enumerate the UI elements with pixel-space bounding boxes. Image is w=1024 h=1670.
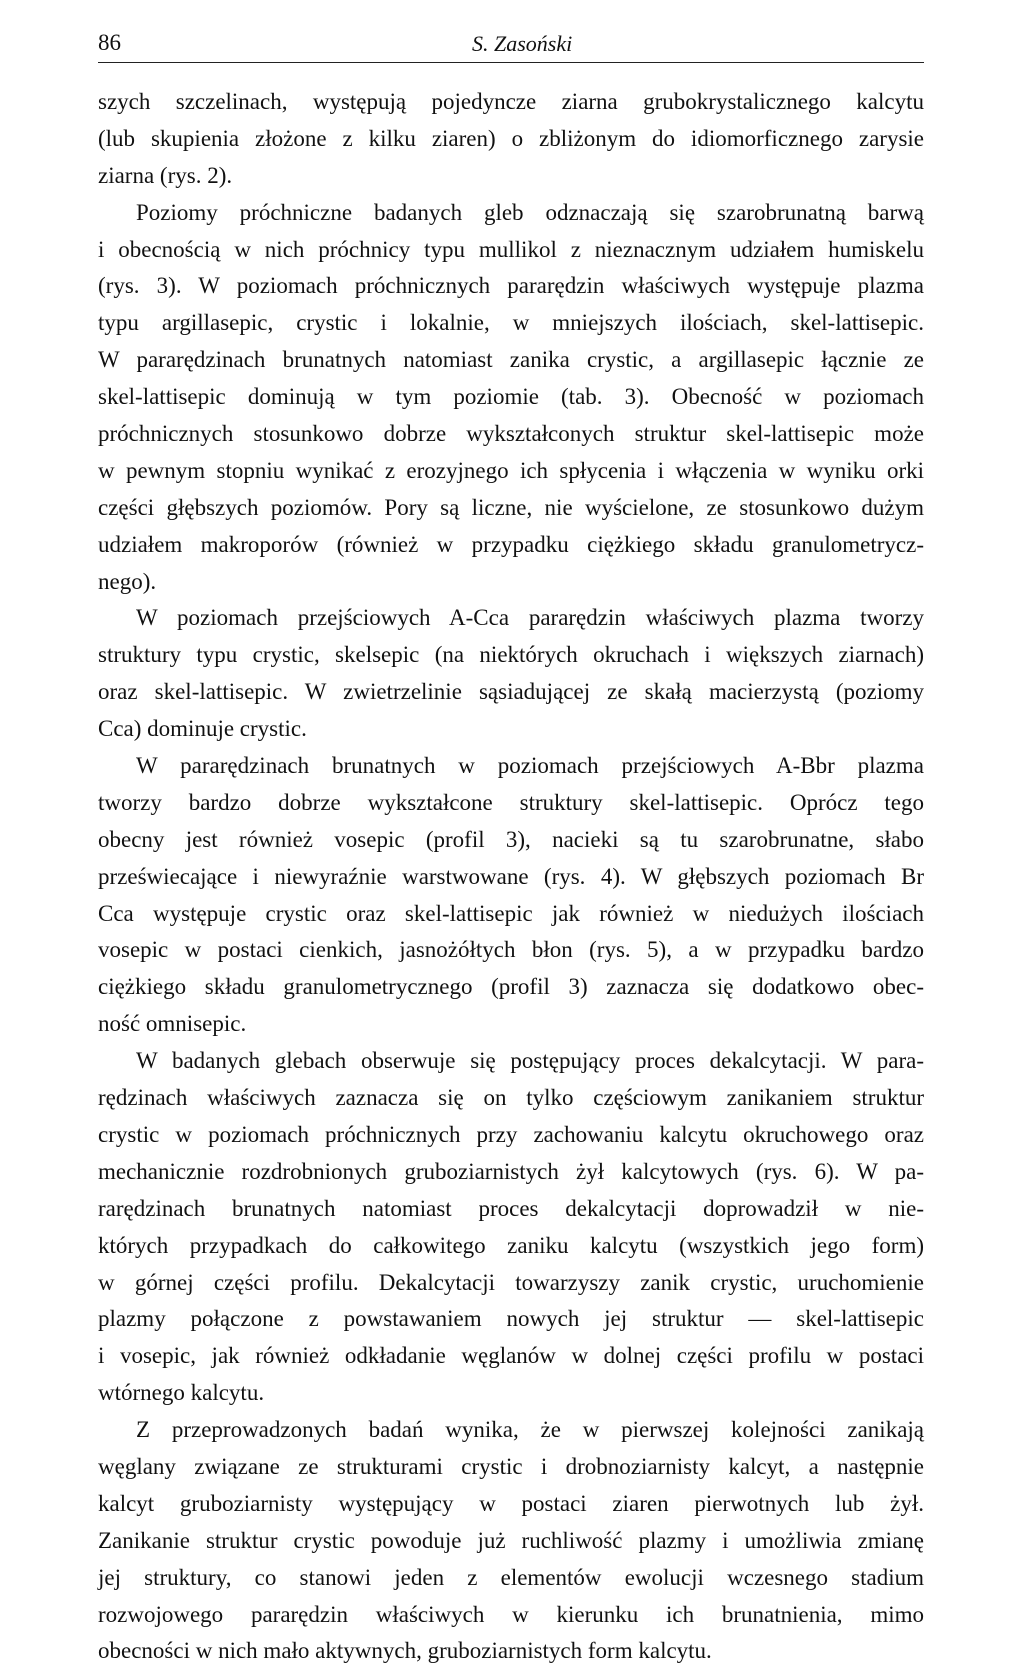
text-line: wtórnego kalcytu. — [98, 1380, 265, 1406]
text-line: w pewnym stopniu wynikać z erozyjnego ich spłycenia i włączenia w wyniku orki — [98, 457, 924, 483]
text-line: próchnicznych stosunkowo dobrze wykształconych struktur skel-lattisepic może — [98, 421, 924, 447]
text-line: Zanikanie struktur crystic powoduje już ruchliwość plazmy i umożliwia zmianę — [98, 1527, 924, 1553]
text-line: ciężkiego składu granulometrycznego (profil 3) zaznacza się dodatkowo obec- — [98, 974, 924, 1000]
body-text — [98, 84, 924, 1670]
text-line: tworzy bardzo dobrze wykształcone struktury skel-lattisepic. Oprócz tego — [98, 789, 924, 815]
text-line: przeświecające i niewyraźnie warstwowane (rys. 4). W głębszych poziomach Br — [98, 863, 924, 889]
text-line: W pararędzinach brunatnych w poziomach przejściowych A-Bbr plazma — [136, 753, 924, 779]
text-line: obecności w nich mało aktywnych, gruboziarnistych form kalcytu. — [98, 1638, 712, 1664]
text-line: nego). — [98, 568, 157, 594]
text-line: Z przeprowadzonych badań wynika, że w pierwszej kolejności zanikają — [136, 1417, 924, 1443]
text-line: których przypadkach do całkowitego zaniku kalcytu (wszystkich jego form) — [98, 1232, 924, 1258]
text-line: Cca) dominuje crystic. — [98, 716, 307, 742]
text-line: części głębszych poziomów. Pory są liczne, nie wyścielone, ze stosunkowo dużym — [98, 494, 924, 520]
text-line: i vosepic, jak również odkładanie węglanów w dolnej części profilu w postaci — [98, 1343, 924, 1369]
text-line: i obecnością w nich próchnicy typu mullikol z nieznacznym udziałem humiskelu — [98, 236, 924, 262]
text-line: mechanicznie rozdrobnionych gruboziarnistych żył kalcytowych (rys. 6). W pa- — [98, 1158, 924, 1184]
text-line: typu argillasepic, crystic i lokalnie, w mniejszych ilościach, skel-lattisepic. — [98, 310, 924, 336]
text-line: obecny jest również vosepic (profil 3), nacieki są tu szarobrunatne, słabo — [98, 826, 924, 852]
text-line: Poziomy próchniczne badanych gleb odznaczają się szarobrunatną barwą — [136, 199, 924, 225]
text-line: węglany związane ze strukturami crystic i drobnoziarnisty kalcyt, a następnie — [98, 1453, 924, 1479]
text-line: W poziomach przejściowych A-Cca pararędzin właściwych plazma tworzy — [136, 605, 924, 631]
text-line: szych szczelinach, występują pojedyncze ziarna grubokrystalicznego kalcytu — [98, 89, 924, 114]
page-header — [98, 12, 924, 63]
text-line: jej struktury, co stanowi jeden z elementów ewolucji wczesnego stadium — [98, 1564, 924, 1590]
text-line: rarędzinach brunatnych natomiast proces dekalcytacji doprowadził w nie- — [98, 1195, 924, 1221]
text-line: Cca występuje crystic oraz skel-lattisepic jak również w niedużych ilościach — [98, 900, 924, 926]
text-line: oraz skel-lattisepic. W zwietrzelinie sąsiadującej ze skałą macierzystą (poziomy — [98, 679, 924, 705]
text-line: (rys. 3). W poziomach próchnicznych pararędzin właściwych występuje plazma — [98, 273, 924, 299]
text-line: kalcyt gruboziarnisty występujący w postaci ziaren pierwotnych lub żył. — [98, 1490, 924, 1516]
text-line: plazmy połączone z powstawaniem nowych jej struktur — skel-lattisepic — [98, 1306, 924, 1332]
text-line: skel-lattisepic dominują w tym poziomie (tab. 3). Obecność w poziomach — [98, 384, 924, 410]
text-line: crystic w poziomach próchnicznych przy zachowaniu kalcytu okruchowego oraz — [98, 1121, 924, 1147]
text-line: ziarna (rys. 2). — [98, 162, 233, 188]
text-line: vosepic w postaci cienkich, jasnożółtych błon (rys. 5), a w przypadku bardzo — [98, 937, 924, 963]
running-head: S. Zasoński — [472, 31, 573, 56]
text-line: w górnej części profilu. Dekalcytacji towarzyszy zanik crystic, uruchomienie — [98, 1269, 924, 1295]
text-line: W pararędzinach brunatnych natomiast zanika crystic, a argillasepic łącznie ze — [98, 347, 924, 373]
page-number: 86 — [98, 30, 121, 55]
text-line: rędzinach właściwych zaznacza się on tylko częściowym zanikaniem struktur — [98, 1085, 924, 1111]
text-line: rozwojowego pararędzin właściwych w kierunku ich brunatnienia, mimo — [98, 1601, 924, 1627]
text-line: ność omnisepic. — [98, 1011, 247, 1037]
text-line: W badanych glebach obserwuje się postępujący proces dekalcytacji. W para- — [136, 1048, 924, 1074]
text-line: (lub skupienia złożone z kilku ziaren) o zbliżonym do idiomorficznego zarysie — [98, 125, 924, 151]
text-line: struktury typu crystic, skelsepic (na niektórych okruchach i większych ziarnach) — [98, 642, 924, 668]
text-line: udziałem makroporów (również w przypadku ciężkiego składu granulometrycz- — [98, 531, 924, 557]
